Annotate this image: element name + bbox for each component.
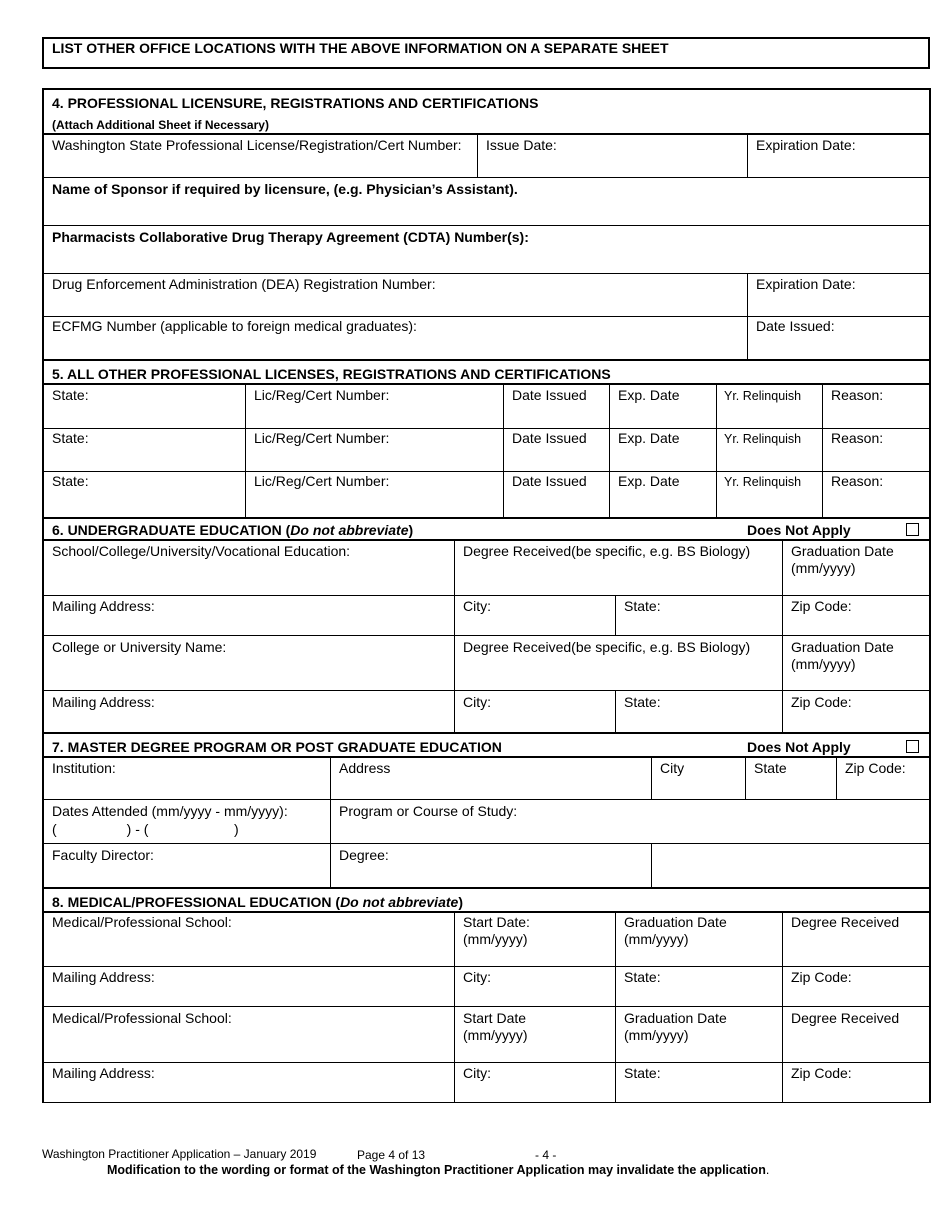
section-7-title: 7. MASTER DEGREE PROGRAM OR POST GRADUATE EDUCATION bbox=[52, 739, 502, 755]
lic-number-label: Lic/Reg/Cert Number: bbox=[254, 430, 390, 446]
dea-label: Drug Enforcement Administration (DEA) Registration Number: bbox=[52, 276, 436, 292]
mailing-address-label: Mailing Address: bbox=[52, 598, 155, 614]
footer-page: Page 4 of 13 bbox=[357, 1148, 426, 1162]
section-6-does-not-apply: Does Not Apply bbox=[747, 522, 851, 538]
reason-label: Reason: bbox=[831, 473, 884, 489]
expiration-date-label: Expiration Date: bbox=[756, 137, 856, 153]
reason-label: Reason: bbox=[831, 387, 884, 403]
degree-label: Degree Received(be specific, e.g. BS Biology) bbox=[463, 543, 751, 559]
exp-date-label: Exp. Date bbox=[618, 430, 680, 446]
section-4-title: 4. PROFESSIONAL LICENSURE, REGISTRATIONS AND CERTIFICATIONS bbox=[52, 95, 539, 111]
section-6-does-not-apply-checkbox[interactable] bbox=[906, 523, 919, 536]
footer-app-name: Washington Practitioner Application – January 2019 bbox=[42, 1147, 317, 1161]
date-issued-label: Date Issued bbox=[512, 430, 587, 446]
zip-label: Zip Code: bbox=[791, 969, 852, 985]
medical-school-label-2: Medical/Professional School: bbox=[52, 1010, 232, 1026]
lic-number-label: Lic/Reg/Cert Number: bbox=[254, 473, 390, 489]
school-label: School/College/University/Vocational Education: bbox=[52, 543, 351, 559]
yr-relinquish-label: Yr. Relinquish bbox=[724, 475, 802, 489]
degree-received-label: Degree Received bbox=[791, 914, 900, 930]
reason-label: Reason: bbox=[831, 430, 884, 446]
city-label-2: City: bbox=[463, 694, 491, 710]
mailing-address-label: Mailing Address: bbox=[52, 969, 155, 985]
state-label-2: State: bbox=[624, 1065, 661, 1081]
grad-date-label: Graduation Date (mm/yyyy) bbox=[624, 914, 727, 947]
state-label: State: bbox=[624, 969, 661, 985]
section-6-title: 6. UNDERGRADUATE EDUCATION (Do not abbreviate) bbox=[52, 522, 414, 538]
mailing-address-label-2: Mailing Address: bbox=[52, 1065, 155, 1081]
section-7-does-not-apply: Does Not Apply bbox=[747, 739, 851, 755]
lic-number-label: Lic/Reg/Cert Number: bbox=[254, 387, 390, 403]
program-label: Program or Course of Study: bbox=[339, 803, 518, 819]
city-label-2: City: bbox=[463, 1065, 491, 1081]
date-issued-label: Date Issued bbox=[512, 473, 587, 489]
ecfmg-date-label: Date Issued: bbox=[756, 318, 835, 334]
state-label: State bbox=[754, 760, 787, 776]
sponsor-label: Name of Sponsor if required by licensure, (e.g. Physician’s Assistant). bbox=[52, 181, 518, 197]
start-date-label: Start Date: (mm/yyyy) bbox=[463, 914, 530, 947]
state-label: State: bbox=[52, 430, 89, 446]
faculty-director-label: Faculty Director: bbox=[52, 847, 154, 863]
zip-label: Zip Code: bbox=[845, 760, 906, 776]
section-8-title: 8. MEDICAL/PROFESSIONAL EDUCATION (Do not abbreviate) bbox=[52, 894, 463, 910]
grad-date-label-2: Graduation Date (mm/yyyy) bbox=[791, 639, 894, 672]
degree-label: Degree: bbox=[339, 847, 389, 863]
medical-school-label: Medical/Professional School: bbox=[52, 914, 232, 930]
section-4-subtitle: (Attach Additional Sheet if Necessary) bbox=[52, 118, 269, 132]
mailing-address-label-2: Mailing Address: bbox=[52, 694, 155, 710]
footer-warning: Modification to the wording or format of the Washington Practitioner Application may invalidate the application. bbox=[107, 1163, 770, 1177]
cdta-label: Pharmacists Collaborative Drug Therapy Agreement (CDTA) Number(s): bbox=[52, 229, 529, 245]
state-label-2: State: bbox=[624, 694, 661, 710]
issue-date-label: Issue Date: bbox=[486, 137, 557, 153]
ecfmg-label: ECFMG Number (applicable to foreign medical graduates): bbox=[52, 318, 417, 334]
college-label: College or University Name: bbox=[52, 639, 227, 655]
grad-date-label-2: Graduation Date (mm/yyyy) bbox=[624, 1010, 727, 1043]
dates-attended-label: Dates Attended (mm/yyyy - mm/yyyy): bbox=[52, 803, 288, 819]
exp-date-label: Exp. Date bbox=[618, 473, 680, 489]
zip-label: Zip Code: bbox=[791, 598, 852, 614]
dea-expiration-label: Expiration Date: bbox=[756, 276, 856, 292]
date-issued-label: Date Issued bbox=[512, 387, 587, 403]
degree-received-label-2: Degree Received bbox=[791, 1010, 900, 1026]
yr-relinquish-label: Yr. Relinquish bbox=[724, 432, 802, 446]
city-label: City: bbox=[463, 969, 491, 985]
exp-date-label: Exp. Date bbox=[618, 387, 680, 403]
top-notice: LIST OTHER OFFICE LOCATIONS WITH THE ABOVE INFORMATION ON A SEPARATE SHEET bbox=[52, 40, 669, 56]
degree-label-2: Degree Received(be specific, e.g. BS Biology) bbox=[463, 639, 751, 655]
section-7-does-not-apply-checkbox[interactable] bbox=[906, 740, 919, 753]
grad-date-label: Graduation Date (mm/yyyy) bbox=[791, 543, 894, 576]
state-label: State: bbox=[52, 473, 89, 489]
section-5-title: 5. ALL OTHER PROFESSIONAL LICENSES, REGISTRATIONS AND CERTIFICATIONS bbox=[52, 366, 611, 382]
state-label: State: bbox=[52, 387, 89, 403]
start-date-label-2: Start Date (mm/yyyy) bbox=[463, 1010, 528, 1043]
address-label: Address bbox=[339, 760, 391, 776]
footer-page-number: - 4 - bbox=[535, 1148, 557, 1162]
state-label: State: bbox=[624, 598, 661, 614]
institution-label: Institution: bbox=[52, 760, 116, 776]
zip-label-2: Zip Code: bbox=[791, 694, 852, 710]
city-label: City: bbox=[463, 598, 491, 614]
zip-label-2: Zip Code: bbox=[791, 1065, 852, 1081]
wa-license-label: Washington State Professional License/Registration/Cert Number: bbox=[52, 137, 462, 153]
yr-relinquish-label: Yr. Relinquish bbox=[724, 389, 802, 403]
dates-attended-format: ( ) - ( ) bbox=[52, 821, 239, 837]
city-label: City bbox=[660, 760, 685, 776]
